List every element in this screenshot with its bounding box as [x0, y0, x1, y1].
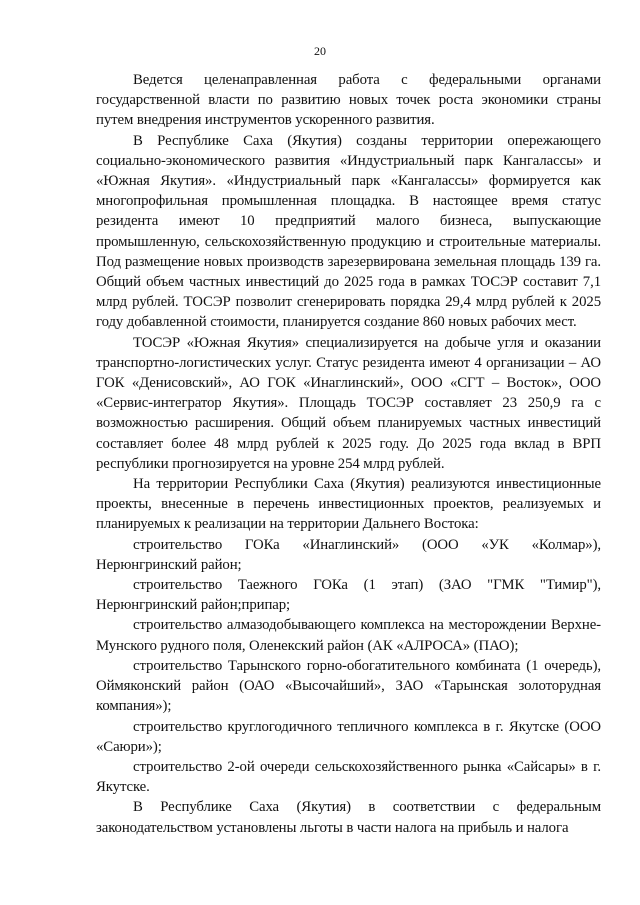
list-item-saisary-market: строительство 2-ой очереди сельскохозяйственного рынка «Сайсары» в г. Якутске.	[96, 758, 601, 796]
paragraph-growth-points: Ведется целенаправленная работа с федеральными органами государственной власти по развитию новых точек роста экономики страны путем внедрения инструментов ускоренного развития.	[96, 72, 601, 129]
list-item-diamond-complex: строительство алмазодобывающего комплекса на месторождении Верхне-Мунского рудного поля, Оленекский район (АК «АЛРОСА» (ПАО);	[96, 617, 601, 654]
list-item-taezhny: строительство Таежного ГОКа (1 этап) (ЗАО "ГМК "Тимир"), Нерюнгринский район;припар;	[96, 577, 601, 614]
paragraph-kangalassy: В Республике Саха (Якутия) созданы территории опережающего социально-экономического развития «Индустриальный парк Кангалассы» и «Южная Якутия». «Индустриальный парк «Кангалассы» формируется как многопрофильная промышленная площадка. В настоящее время статус резидента имеют 10 предприятий малого бизнеса, выпускающие промышленную, сельскохозяйственную продукцию и строительные материалы. Под размещение новых производств зарезервирована земельная площадь 139 га. Общий объем частных инвестиций до 2025 года в рамках ТОСЭР составит 7,1 млрд рублей. ТОСЭР позволит сгенерировать порядка 29,4 млрд рублей к 2025 году добавленной стоимости, планируется создание 860 новых рабочих мест.	[96, 132, 601, 331]
paragraph-tax-benefits: В Республике Саха (Якутия) в соответствии с федеральным законодательством установлены льготы в части налога на прибыль и налога	[96, 799, 601, 836]
paragraph-south-yakutia: ТОСЭР «Южная Якутия» специализируется на добыче угля и оказании транспортно-логистических услуг. Статус резидента имеют 4 организации – АО ГОК «Денисовский», АО ГОК «Инаглинский», ООО «СГТ – Восток», ООО «Сервис-интегратор Якутия». Площадь ТОСЭР составляет 23 250,9 га с возможностью расширения. Общий объем планируемых частных инвестиций составляет более 48 млрд рублей к 2025 году. До 2025 года вклад в ВРП республики прогнозируется на уровне 254 млрд рублей.	[96, 334, 601, 472]
document-body	[96, 70, 601, 838]
paragraph-investment-projects: На территории Республики Саха (Якутия) реализуются инвестиционные проекты, внесенные в перечень инвестиционных проектов, реализуемых и планируемых к реализации на территории Дальнего Востока:	[96, 476, 601, 533]
page-number: 20	[314, 44, 326, 58]
list-item-tarynsky: строительство Тарынского горно-обогатительного комбината (1 очередь), Оймяконский район (ОАО «Высочайший», ЗАО «Тарынская золоторудная компания»);	[96, 657, 601, 715]
list-item-inaglinsky: строительство ГОКа «Инаглинский» (ООО «УК «Колмар»), Нерюнгринский район;	[96, 536, 601, 573]
list-item-greenhouse: строительство круглогодичного тепличного комплекса в г. Якутске (ООО «Саюри»);	[96, 718, 601, 755]
